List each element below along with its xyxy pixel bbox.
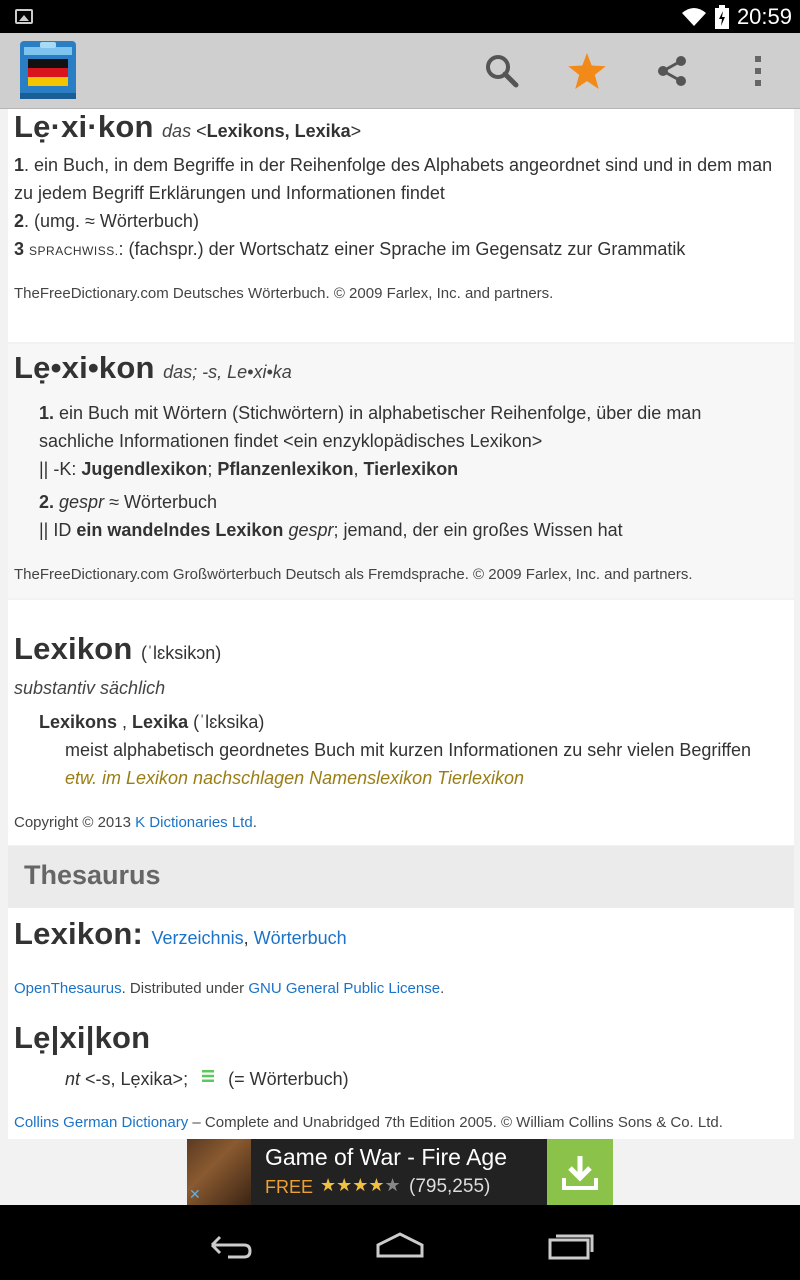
ad-download-button[interactable] bbox=[547, 1139, 613, 1205]
idiom: || ID ein wandelndes Lexikon gespr; jemand, der ein großes Wissen hat bbox=[39, 520, 623, 540]
search-icon bbox=[485, 54, 519, 88]
pronunciation: (ˈlɛksikɔn) bbox=[141, 643, 222, 663]
headword: Lexikon: bbox=[14, 916, 144, 951]
collins-grammar: nt <-s, Lẹxika>; (= Wörterbuch) bbox=[65, 1069, 349, 1089]
favorite-button[interactable] bbox=[565, 49, 609, 93]
definition: meist alphabetisch geordnetes Buch mit kurzen Informationen zu sehr vielen Begriffen bbox=[65, 740, 752, 760]
back-button[interactable] bbox=[200, 1225, 260, 1265]
sense-1: 1. ein Buch, in dem Begriffe in der Reihenfolge des Alphabets angeordnet sind und in dem man zu jedem Begriff Erklärungen und Informationen findet bbox=[14, 155, 773, 203]
german-dictionary-book-icon[interactable] bbox=[18, 37, 78, 103]
k-dictionaries-link[interactable]: K Dictionaries Ltd bbox=[135, 814, 253, 831]
star-icon bbox=[568, 53, 606, 89]
headword: Lexikon bbox=[14, 631, 133, 666]
thesaurus-header bbox=[8, 846, 794, 908]
ad-price: FREE bbox=[265, 1177, 314, 1197]
entry-card-2 bbox=[8, 344, 794, 598]
compounds: || -K: Jugendlexikon; Pflanzenlexikon, Tierlexikon bbox=[39, 459, 459, 479]
ad-rating-stars: ★★★★★ bbox=[320, 1175, 401, 1195]
sense-2: 2. (umg. ≈ Wörterbuch) bbox=[14, 211, 199, 231]
entry-card-3 bbox=[8, 600, 794, 845]
headword: Lẹ•xi•kon bbox=[14, 350, 155, 385]
status-time: 20:59 bbox=[736, 3, 792, 29]
overflow-menu-icon bbox=[753, 54, 763, 88]
entry-card-1: Lẹ·xi·kon das <Lexikons, Lexika> 1. ein Buch, in dem Begriffe in der Reihenfolge des Alphabets angeordnet sind und in dem man zu jedem Begriff Erklärungen und Informationen findet 2. (umg. ≈ Wörterbuch) 3 SPRACHWISS.: (fachspr.) der Wortschatz einer Sprache im Gegensatz zur Grammatik TheFreeDictionary.com Deutsches Wörterbuch. © 2009 Farlex, Inc. and partners. bbox=[8, 109, 794, 342]
examples: etw. im Lexikon nachschlagen Namenslexikon Tierlexikon bbox=[65, 768, 525, 788]
ad-close-icon[interactable]: ✕ bbox=[189, 1186, 201, 1202]
synonym-verzeichnis-link[interactable]: Verzeichnis bbox=[151, 928, 244, 948]
app-bar bbox=[0, 33, 800, 109]
headword: Lẹ·xi·kon bbox=[14, 109, 154, 144]
thesaurus-card: Lexikon: Verzeichnis, Wörterbuch OpenThesaurus. Distributed under GNU General Public License. Lẹ|xi|kon nt <-s, Lẹxika>; (= Wörterbuch) Collins German Dictionary – Complete and Unabridged 7th Edition 2005. © William Collins Sons & Co. Ltd. bbox=[8, 908, 794, 1139]
synonym-woerterbuch-link[interactable]: Wörterbuch bbox=[253, 928, 347, 948]
ad-rating-count: (795,255) bbox=[409, 1176, 491, 1197]
image-notification-icon bbox=[15, 9, 33, 24]
source-line: TheFreeDictionary.com Deutsches Wörterbuch. © 2009 Farlex, Inc. and partners. bbox=[14, 285, 554, 302]
ad-title[interactable]: Game of War - Fire Age bbox=[265, 1144, 507, 1170]
headword: Lẹ|xi|kon bbox=[14, 1020, 151, 1055]
gender: das bbox=[162, 121, 192, 141]
recents-button[interactable] bbox=[540, 1225, 600, 1265]
recent-apps-icon bbox=[546, 1230, 594, 1260]
part-of-speech: substantiv sächlich bbox=[14, 678, 166, 698]
search-button[interactable] bbox=[480, 49, 524, 93]
copyright-line: Copyright © 2013 K Dictionaries Ltd. bbox=[14, 814, 257, 831]
gnu-license-link[interactable]: GNU General Public License bbox=[248, 980, 441, 997]
thesaurus-source: OpenThesaurus. Distributed under GNU General Public License. bbox=[14, 980, 445, 997]
home-icon bbox=[374, 1231, 426, 1259]
battery-icon bbox=[715, 5, 729, 29]
synonym-list-icon bbox=[201, 1069, 215, 1083]
domain-label: SPRACHWISS. bbox=[29, 244, 119, 258]
collins-link[interactable]: Collins German Dictionary bbox=[14, 1114, 189, 1131]
status-bar bbox=[0, 0, 800, 33]
dictionary-content[interactable] bbox=[0, 109, 800, 1139]
inflection-forms: Lexikons, Lexika bbox=[206, 121, 351, 141]
home-button[interactable] bbox=[370, 1225, 430, 1265]
thesaurus-heading: Thesaurus bbox=[24, 860, 161, 890]
openthesaurus-link[interactable]: OpenThesaurus bbox=[14, 980, 122, 997]
sense-2: 2. gespr ≈ Wörterbuch bbox=[39, 492, 217, 512]
ad-banner[interactable] bbox=[187, 1139, 613, 1205]
navigation-bar bbox=[0, 1205, 800, 1280]
sense-1: 1. ein Buch mit Wörtern (Stichwörtern) in alphabetischer Reihenfolge, über die man sachliche Informationen findet <ein enzyklopädisches Lexikon> bbox=[39, 403, 702, 451]
download-icon bbox=[560, 1152, 600, 1192]
source-line: TheFreeDictionary.com Großwörterbuch Deutsch als Fremdsprache. © 2009 Farlex, Inc. and partners. bbox=[14, 566, 693, 583]
grammar-info: das; -s, Le•xi•ka bbox=[163, 362, 292, 382]
sense-3: 3 SPRACHWISS.: (fachspr.) der Wortschatz einer Sprache im Gegensatz zur Grammatik bbox=[14, 239, 686, 259]
back-icon bbox=[206, 1231, 254, 1259]
share-icon bbox=[655, 54, 689, 88]
wifi-icon bbox=[681, 6, 707, 28]
share-button[interactable] bbox=[650, 49, 694, 93]
inflection-forms: Lexikons , Lexika (ˈlɛksika) bbox=[39, 712, 265, 732]
overflow-menu-button[interactable] bbox=[736, 49, 780, 93]
collins-source: Collins German Dictionary – Complete and Unabridged 7th Edition 2005. © William Collins Sons & Co. Ltd. bbox=[14, 1114, 723, 1131]
